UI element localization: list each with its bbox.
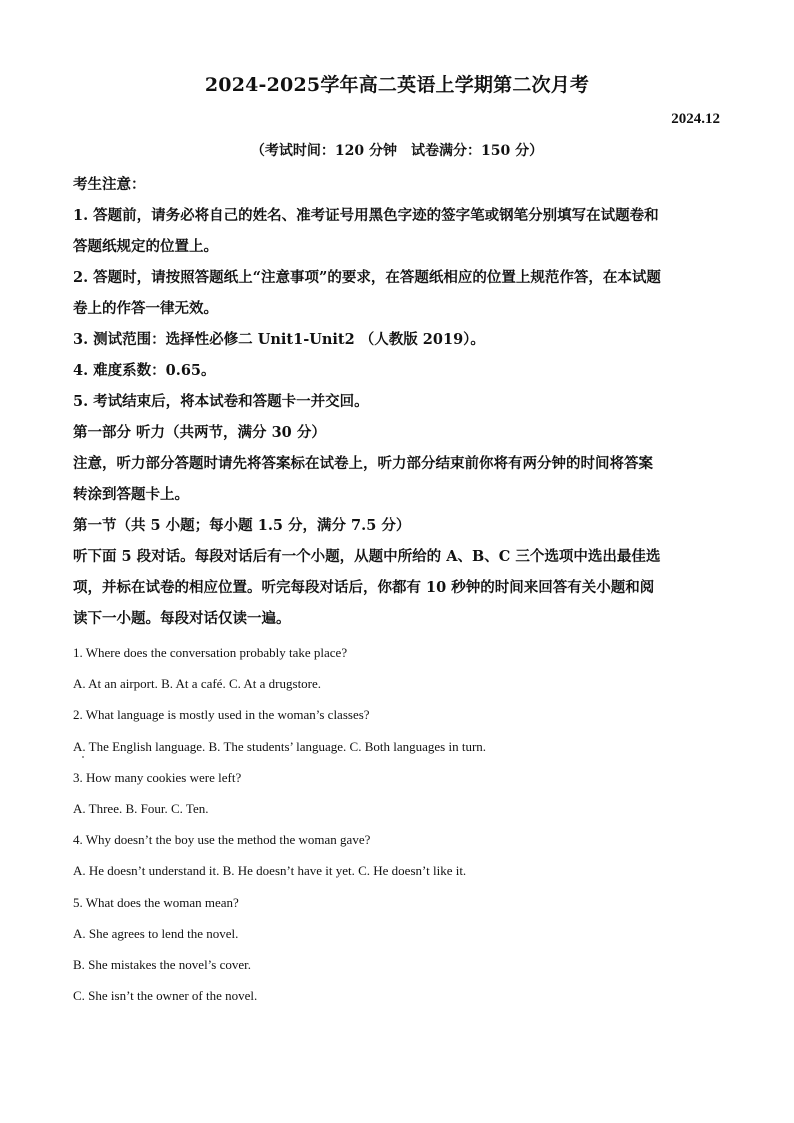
note-line: 3. 测试范围：选择性必修二 Unit1-Unit2 （人教版 2019）。 bbox=[73, 331, 485, 348]
answer-option: C. She isn’t the owner of the novel. bbox=[73, 988, 258, 1004]
question-list bbox=[73, 637, 723, 1011]
note-line: 答题纸规定的位置上。 bbox=[73, 238, 218, 255]
note-line: 5. 考试结束后，将本试卷和答题卡一并交回。 bbox=[73, 393, 369, 410]
exam-date: 2024.12 bbox=[671, 111, 720, 127]
question: 2. What language is mostly used in the woman’s classes? bbox=[73, 707, 370, 723]
answer-options: A. The English language. B. The students’ language. C. Both languages in turn. bbox=[73, 738, 487, 754]
subsection-heading: 第一节（共 5 小题；每小题 1.5 分，满分 7.5 分） bbox=[73, 517, 411, 534]
note-line: 转涂到答题卡上。 bbox=[73, 486, 189, 503]
section-heading: 第一部分 听力（共两节，满分 30 分） bbox=[73, 424, 326, 441]
answer-options: A. Three. B. Four. C. Ten. bbox=[73, 801, 209, 817]
note-line: 读下一小题。每段对话仅读一遍。 bbox=[73, 610, 291, 627]
exam-title: 2024-2025学年高二英语上学期第二次月考 bbox=[204, 74, 590, 96]
note-line: 项，并标在试卷的相应位置。听完每段对话后，你都有 10 秒钟的时间来回答有关小题和阅 bbox=[73, 579, 655, 596]
question: 3. How many cookies were left? bbox=[73, 769, 242, 785]
note-line: 注意，听力部分答题时请先将答案标在试卷上，听力部分结束前你将有两分钟的时间将答案 bbox=[73, 455, 653, 472]
note-line: 1. 答题前，请务必将自己的姓名、准考证号用黑色字迹的签字笔或钢笔分别填写在试题卷和 bbox=[73, 207, 659, 224]
exam-info: （考试时间：120 分钟 试卷满分：150 分） bbox=[250, 143, 544, 159]
note-line: 听下面 5 段对话。每段对话后有一个小题，从题中所给的 A、B、C 三个选项中选出最佳选 bbox=[73, 548, 661, 565]
stray-mark bbox=[82, 756, 84, 758]
question: 5. What does the woman mean? bbox=[73, 894, 239, 910]
answer-option: A. She agrees to lend the novel. bbox=[73, 925, 239, 941]
note-line: 卷上的作答一律无效。 bbox=[73, 300, 218, 317]
answer-options: A. At an airport. B. At a café. C. At a drugstore. bbox=[73, 676, 322, 692]
question: 4. Why doesn’t the boy use the method the woman gave? bbox=[73, 832, 371, 848]
note-line: 2. 答题时，请按照答题纸上“注意事项”的要求，在答题纸相应的位置上规范作答，在本试题 bbox=[73, 269, 661, 286]
question: 1. Where does the conversation probably take place? bbox=[73, 645, 348, 660]
answer-option: B. She mistakes the novel’s cover. bbox=[73, 957, 252, 973]
answer-options: A. He doesn’t understand it. B. He doesn’t have it yet. C. He doesn’t like it. bbox=[73, 863, 467, 879]
note-line: 4. 难度系数：0.65。 bbox=[73, 362, 216, 379]
instructions bbox=[73, 169, 723, 634]
notes-heading: 考生注意： bbox=[73, 176, 146, 193]
